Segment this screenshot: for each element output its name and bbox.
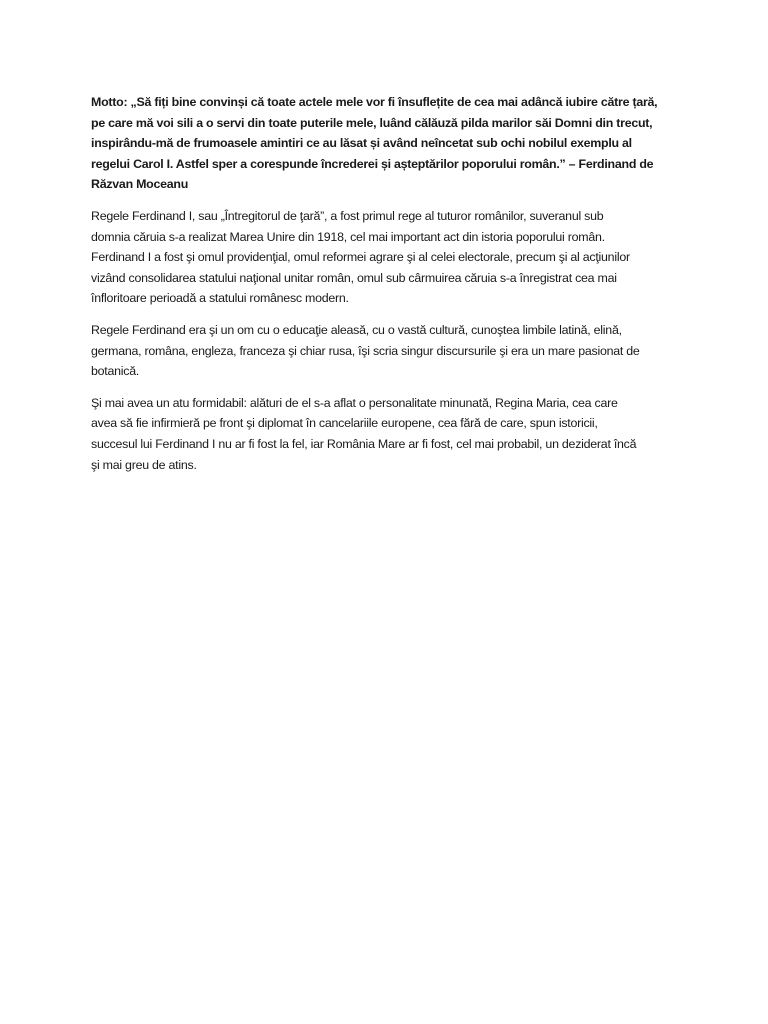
- paragraph-1: [91, 206, 683, 309]
- motto-line: regelui Carol I. Astfel sper a corespunde încrederei și așteptărilor poporului român.” – Ferdinand de: [91, 156, 654, 171]
- motto-line: Motto: „Să fiți bine convinși că toate actele mele vor fi însuflețite de cea mai adâncă iubire către țară,: [91, 95, 658, 109]
- paragraph-line: vizând consolidarea statului naţional unitar român, omul sub cârmuirea căruia s-a înregistrat cea mai: [91, 270, 617, 285]
- paragraph-line: Regele Ferdinand era şi un om cu o educaţie aleasă, cu o vastă cultură, cunoştea limbile latină, elină,: [91, 322, 622, 337]
- motto-line: inspirându-mă de frumoasele amintiri ce au lăsat și având neîncetat sub ochi nobilul exemplu al: [91, 136, 632, 151]
- paragraph-line: înfloritoare perioadă a statului românesc modern.: [91, 291, 349, 306]
- paragraph-3: [91, 393, 683, 475]
- paragraph-line: Ferdinand I a fost şi omul providenţial, omul reformei agrare şi al celei electorale, precum şi al acţiunilor: [91, 250, 630, 265]
- paragraph-line: Regele Ferdinand I, sau „Întregitorul de ţară”, a fost primul rege al tuturor românilor, suveranul sub: [91, 208, 604, 223]
- paragraph-line: succesul lui Ferdinand I nu ar fi fost la fel, iar România Mare ar fi fost, cel mai probabil, un deziderat încă: [91, 436, 637, 451]
- paragraph-line: botanică.: [91, 364, 140, 379]
- paragraph-line: germana, româna, engleza, franceza şi chiar rusa, îşi scria singur discursurile şi era un mare pasionat de: [91, 343, 640, 358]
- paragraph-line: şi mai greu de atins.: [91, 457, 197, 472]
- paragraph-line: Şi mai avea un atu formidabil: alături de el s-a aflat o personalitate minunată, Regina Maria, cea care: [91, 395, 618, 410]
- paragraph-2: [91, 320, 683, 382]
- paragraph-line: domnia căruia s-a realizat Marea Unire din 1918, cel mai important act din istoria poporului român.: [91, 229, 605, 244]
- paragraph-line: avea să fie infirmieră pe front şi diplomat în cancelariile europene, cea fără de care, spun istoricii,: [91, 416, 598, 431]
- motto-line: Răzvan Moceanu: [91, 177, 189, 192]
- motto-line: pe care mă voi sili a o servi din toate puterile mele, luând călăuză pilda marilor săi Domni din trecut,: [91, 115, 653, 130]
- document-body: [91, 92, 683, 486]
- motto-paragraph: [91, 92, 683, 195]
